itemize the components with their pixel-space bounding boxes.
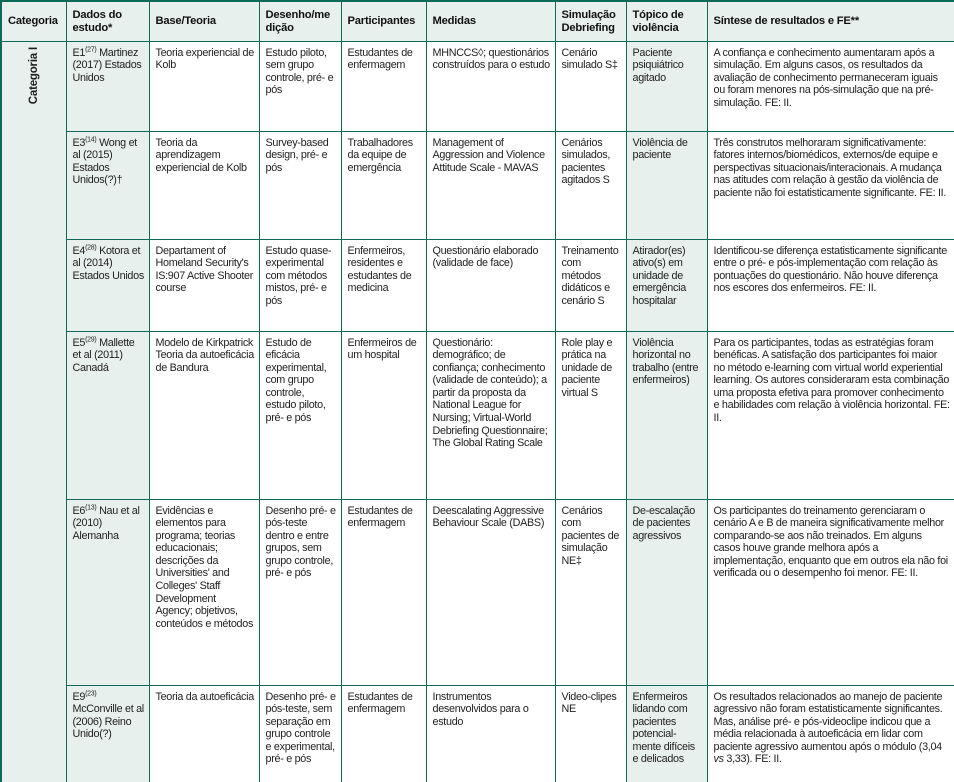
- study-author: Wong et al (2015) Estados Unidos(?)†: [72, 136, 137, 187]
- study-author: McConville et al (2006) Reino Unido(?): [72, 703, 144, 741]
- col-header-sintese: Síntese de resultados e FE**: [707, 1, 954, 41]
- header-row: [1, 1, 954, 41]
- cell-desenho: Desenho pré- e pós-teste, sem separação em grupo controle e experimental, pré- e pós: [259, 685, 341, 782]
- cell-base-teoria: Evidências e elementos para programa; teorias educacionais; descrições da Universities' and Colleges' Staff Development Agency; objetivos, conteúdos e métodos: [149, 499, 259, 685]
- cell-sintese: Três construtos melhoraram significativamente: fatores internos/biomédicos, externos/de equipe e perspectivas situacionais/interacionais. A mudança nas atitudes com relação à gestão da violência de paciente não foi estatisticamente significante. FE: II.: [707, 131, 954, 239]
- cell-study-id: [66, 239, 149, 331]
- study-row-e6: [1, 499, 954, 685]
- cell-participantes: Enfermeiros, residentes e estudantes de medicina: [341, 239, 426, 331]
- col-header-medidas: Medidas: [426, 1, 555, 41]
- cell-simulacao: Video-clipes NE: [555, 685, 626, 782]
- reference-superscript: (13): [85, 503, 97, 511]
- study-id: E3: [72, 136, 86, 149]
- study-id: E9: [72, 690, 86, 703]
- study-row-e1: [1, 41, 954, 131]
- cell-sintese: A confiança e conhecimento aumentaram após a simulação. Em alguns casos, os resultados da avaliação de conhecimento permaneceram iguais ou foram menores na pós-simulação que na pré-simulação. FE: II.: [707, 41, 954, 131]
- col-header-topico-violencia: Tópico de violência: [626, 1, 707, 41]
- cell-medidas: Questionário elaborado (validade de face): [426, 239, 555, 331]
- cell-participantes: Estudantes de enfermagem: [341, 41, 426, 131]
- cell-study-id: [66, 685, 149, 782]
- cell-study-id: [66, 331, 149, 499]
- cell-base-teoria: Teoria da aprendizagem experiencial de Kolb: [149, 131, 259, 239]
- study-id: E5: [72, 336, 86, 349]
- cell-participantes: Estudantes de enfermagem: [341, 685, 426, 782]
- col-header-simulacao-debriefing: Simulação Debriefing: [555, 1, 626, 41]
- col-header-dados-do-estudo: Dados do estudo*: [66, 1, 149, 41]
- cell-topico: Violência de paciente: [626, 131, 707, 239]
- study-id: E1: [72, 46, 86, 59]
- study-author: Mallette et al (2011) Canadá: [72, 336, 135, 374]
- reference-superscript: (29): [85, 335, 97, 343]
- cell-medidas: Instrumentos desenvolvidos para o estudo: [426, 685, 555, 782]
- cell-medidas: Deescalating Aggressive Behaviour Scale (DABS): [426, 499, 555, 685]
- col-header-participantes: Participantes: [341, 1, 426, 41]
- cell-simulacao: Cenários com pacientes de simulação NE‡: [555, 499, 626, 685]
- sintese-text-end: 3,33). FE: II.: [723, 753, 782, 766]
- study-author: Nau et al (2010) Alemanha: [72, 504, 140, 542]
- cell-topico: Paciente psiquiátrico agitado: [626, 41, 707, 131]
- cell-base-teoria: Teoria experiencial de Kolb: [149, 41, 259, 131]
- cell-study-id: [66, 41, 149, 131]
- cell-participantes: Trabalhadores da equipe de emergência: [341, 131, 426, 239]
- category-label: Categoria I: [28, 46, 41, 104]
- reference-superscript: (23): [85, 689, 97, 697]
- cell-desenho: Survey-based design, pré- e pós: [259, 131, 341, 239]
- sintese-vs-italic: vs: [713, 753, 724, 766]
- cell-topico: Violência horizontal no trabalho (entre enfermeiros): [626, 331, 707, 499]
- cell-study-id: [66, 131, 149, 239]
- cell-sintese: Os participantes do treinamento gerenciaram o cenário A e B de maneira significativamente melhor comparando-se aos não treinados. Em alguns casos houve grande melhora após a implementação, enquanto que em outros ela não foi verificada ou o desempenho foi menor. FE: II.: [707, 499, 954, 685]
- cell-desenho: Estudo quase-experimental com métodos mistos, pré- e pós: [259, 239, 341, 331]
- reference-superscript: (27): [85, 45, 97, 53]
- cell-sintese: [707, 685, 954, 782]
- cell-simulacao: Role play e prática na unidade de paciente virtual S: [555, 331, 626, 499]
- study-author: Kotora et al (2014) Estados Unidos: [72, 244, 144, 282]
- study-id: E6: [72, 504, 86, 517]
- cell-sintese: Para os participantes, todas as estratégias foram benéficas. A satisfação dos participantes foi maior no método e-learning com virtual world experiential learning. Os autores consideraram esta combinação uma proposta efetiva para promover conhecimento e habilidades com relação à violência horizontal. FE: II.: [707, 331, 954, 499]
- col-header-categoria: Categoria: [1, 1, 66, 41]
- cell-desenho: Desenho pré- e pós-teste dentro e entre grupos, sem grupo controle, pré- e pós: [259, 499, 341, 685]
- cell-participantes: Enfermeiros de um hospital: [341, 331, 426, 499]
- cell-simulacao: Treinamento com métodos didáticos e cenário S: [555, 239, 626, 331]
- cell-study-id: [66, 499, 149, 685]
- reference-superscript: (28): [85, 243, 97, 251]
- cell-desenho: Estudo de eficácia experimental, com grupo controle, estudo piloto, pré- e pós: [259, 331, 341, 499]
- cell-medidas: MHNCCS◊; questionários construídos para o estudo: [426, 41, 555, 131]
- cell-medidas: Questionário: demográfico; de confiança; conhecimento (validade de conteúdo); a partir da proposta da National League for Nursing; Virtual-World Debriefing Questionnaire; The Global Rating Scale: [426, 331, 555, 499]
- cell-base-teoria: Modelo de Kirkpatrick Teoria da autoeficácia de Bandura: [149, 331, 259, 499]
- sintese-text: Os resultados relacionados ao manejo de paciente agressivo não foram estatisticamente significantes. Mas, análise pré- e pós-videoclipe indicou que a média relacionada à autoeficácia em lidar com paciente agressivo aumentou após o módulo (3,04: [713, 690, 943, 753]
- study-row-e3: [1, 131, 954, 239]
- study-row-e5: [1, 331, 954, 499]
- reference-superscript: (14): [85, 135, 97, 143]
- category-spanner: [1, 41, 66, 782]
- col-header-desenho-medicao: Desenho/medição: [259, 1, 341, 41]
- cell-desenho: Estudo piloto, sem grupo controle, pré- e pós: [259, 41, 341, 131]
- study-id: E4: [72, 244, 86, 257]
- cell-topico: Atirador(es) ativo(s) em unidade de emergência hospitalar: [626, 239, 707, 331]
- cell-simulacao: Cenários simulados, pacientes agitados S: [555, 131, 626, 239]
- cell-participantes: Estudantes de enfermagem: [341, 499, 426, 685]
- study-author: Martinez (2017) Estados Unidos: [72, 46, 142, 84]
- cell-base-teoria: Departament of Homeland Security's IS:907 Active Shooter course: [149, 239, 259, 331]
- study-row-e4: [1, 239, 954, 331]
- cell-medidas: Management of Aggression and Violence Attitude Scale - MAVAS: [426, 131, 555, 239]
- cell-topico: De-escalação de pacientes agressivos: [626, 499, 707, 685]
- cell-simulacao: Cenário simulado S‡: [555, 41, 626, 131]
- study-row-e9: [1, 685, 954, 782]
- cell-base-teoria: Teoria da autoeficácia: [149, 685, 259, 782]
- cell-sintese: Identificou-se diferença estatisticamente significante entre o pré- e pós-implementação com relação às pontuações do questionário. Não houve diferença nos escores dos enfermeiros. FE: II.: [707, 239, 954, 331]
- cell-topico: Enfermeiros lidando com pacientes potencial- mente difíceis e delicados: [626, 685, 707, 782]
- col-header-base-teoria: Base/Teoria: [149, 1, 259, 41]
